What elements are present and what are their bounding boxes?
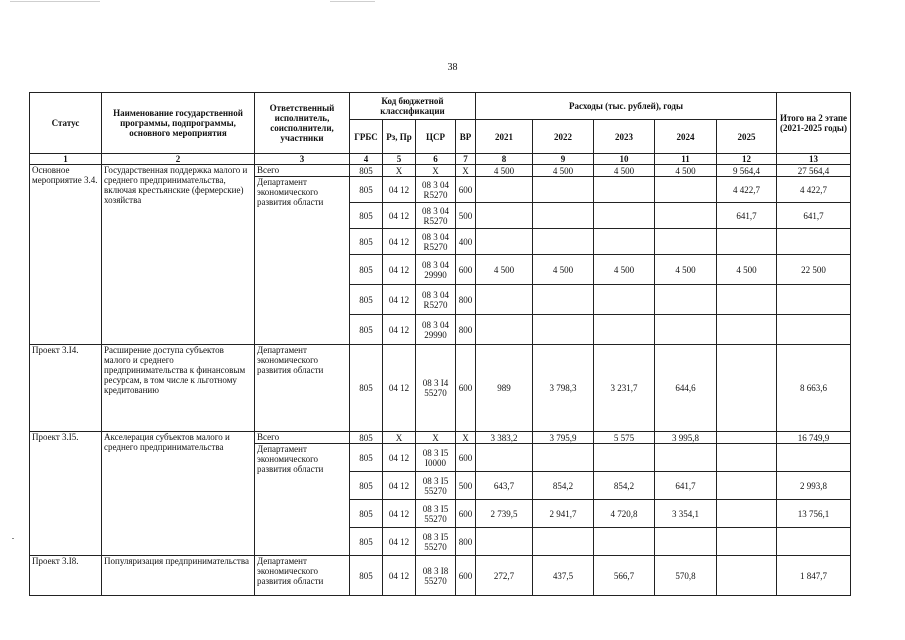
- executor-total-label: Всего: [255, 165, 350, 177]
- column-number: 7: [456, 154, 476, 165]
- scan-top-mark: [10, 1, 100, 2]
- value-2022: [533, 177, 594, 203]
- rzpr-cell: 04 12: [383, 203, 416, 229]
- value-total: [777, 285, 851, 315]
- value-total: [777, 528, 851, 556]
- vr-cell: X: [456, 432, 476, 444]
- grbs-cell: 805: [350, 556, 383, 596]
- rzpr-cell: 04 12: [383, 472, 416, 500]
- header-year-2022: 2022: [533, 120, 594, 154]
- value-2025: 641,7: [717, 203, 777, 229]
- vr-cell: 500: [456, 203, 476, 229]
- executor-total-label: Всего: [255, 432, 350, 444]
- csr-cell: 08 3 I5 I0000: [416, 444, 456, 472]
- grbs-cell: 805: [350, 177, 383, 203]
- value-2024: [655, 315, 717, 345]
- column-number: 2: [102, 154, 255, 165]
- header-grbs: ГРБС: [350, 120, 383, 154]
- vr-cell: 400: [456, 229, 476, 255]
- header-total: Итого на 2 этапе (2021-2025 годы): [777, 93, 851, 154]
- value-2023: [594, 315, 655, 345]
- value-2024: 644,6: [655, 345, 717, 432]
- value-2025: [717, 432, 777, 444]
- value-2025: [717, 315, 777, 345]
- value-total: [777, 315, 851, 345]
- header-year-2021: 2021: [476, 120, 533, 154]
- name-cell: Государственная поддержка малого и среднего предпринимательства, включая крестьянские (фермерские) хозяйства: [102, 165, 255, 345]
- value-2022: 854,2: [533, 472, 594, 500]
- value-2021: 4 500: [476, 165, 533, 177]
- value-total: 13 756,1: [777, 500, 851, 528]
- value-2024: 3 354,1: [655, 500, 717, 528]
- csr-cell: 08 3 I5 55270: [416, 500, 456, 528]
- value-2021: [476, 285, 533, 315]
- value-2024: 570,8: [655, 556, 717, 596]
- value-2022: 3 798,3: [533, 345, 594, 432]
- column-number: 11: [655, 154, 717, 165]
- csr-cell: 08 3 04 R5270: [416, 285, 456, 315]
- value-2021: [476, 229, 533, 255]
- value-2022: 3 795,9: [533, 432, 594, 444]
- value-2024: 4 500: [655, 255, 717, 285]
- value-2021: [476, 177, 533, 203]
- value-2022: [533, 229, 594, 255]
- name-cell: Акселерация субъектов малого и среднего предпринимательства: [102, 432, 255, 556]
- value-total: [777, 444, 851, 472]
- value-2024: [655, 229, 717, 255]
- value-2024: [655, 177, 717, 203]
- vr-cell: 600: [456, 345, 476, 432]
- column-number: 13: [777, 154, 851, 165]
- value-2021: [476, 203, 533, 229]
- value-2025: [717, 500, 777, 528]
- vr-cell: 500: [456, 472, 476, 500]
- rzpr-cell: 04 12: [383, 528, 416, 556]
- header-name: Наименование государственной программы, подпрограммы, основного мероприятия: [102, 93, 255, 154]
- grbs-cell: 805: [350, 285, 383, 315]
- value-total: 4 422,7: [777, 177, 851, 203]
- grbs-cell: 805: [350, 315, 383, 345]
- value-2023: [594, 203, 655, 229]
- rzpr-cell: 04 12: [383, 285, 416, 315]
- table-row: [30, 165, 851, 177]
- csr-cell: 08 3 04 R5270: [416, 229, 456, 255]
- value-2024: [655, 285, 717, 315]
- value-2025: [717, 472, 777, 500]
- grbs-cell: 805: [350, 203, 383, 229]
- grbs-cell: 805: [350, 528, 383, 556]
- table-row: [30, 345, 851, 432]
- value-2022: [533, 528, 594, 556]
- vr-cell: 600: [456, 444, 476, 472]
- value-2022: 4 500: [533, 165, 594, 177]
- csr-cell: 08 3 I8 55270: [416, 556, 456, 596]
- rzpr-cell: 04 12: [383, 444, 416, 472]
- rzpr-cell: 04 12: [383, 315, 416, 345]
- value-2022: 4 500: [533, 255, 594, 285]
- value-2022: [533, 444, 594, 472]
- value-total: [777, 229, 851, 255]
- scan-dot-mark: [12, 538, 14, 539]
- column-number: 5: [383, 154, 416, 165]
- column-number: 10: [594, 154, 655, 165]
- status-cell: Основное мероприятие 3.4.: [30, 165, 102, 345]
- value-2021: 2 739,5: [476, 500, 533, 528]
- value-2021: [476, 444, 533, 472]
- vr-cell: 600: [456, 177, 476, 203]
- value-2021: [476, 315, 533, 345]
- value-total: 22 500: [777, 255, 851, 285]
- value-2024: [655, 203, 717, 229]
- value-2022: [533, 315, 594, 345]
- value-2025: [717, 444, 777, 472]
- value-2023: [594, 444, 655, 472]
- executor-cell: Департамент экономического развития области: [255, 556, 350, 596]
- csr-cell: 08 3 04 R5270: [416, 203, 456, 229]
- value-total: 1 847,7: [777, 556, 851, 596]
- header-executor: Ответственный исполнитель, соисполнители, участники: [255, 93, 350, 154]
- value-2021: 989: [476, 345, 533, 432]
- value-2025: 9 564,4: [717, 165, 777, 177]
- rzpr-cell: 04 12: [383, 556, 416, 596]
- csr-cell: 08 3 04 R5270: [416, 177, 456, 203]
- rzpr-cell: 04 12: [383, 255, 416, 285]
- value-2025: [717, 285, 777, 315]
- value-2023: [594, 177, 655, 203]
- value-2024: 4 500: [655, 165, 717, 177]
- csr-cell: 08 3 04 29990: [416, 315, 456, 345]
- column-number: 6: [416, 154, 456, 165]
- value-2023: 4 500: [594, 255, 655, 285]
- header-year-2025: 2025: [717, 120, 777, 154]
- value-2023: [594, 285, 655, 315]
- grbs-cell: 805: [350, 229, 383, 255]
- value-2022: [533, 203, 594, 229]
- csr-cell: X: [416, 165, 456, 177]
- vr-cell: 800: [456, 315, 476, 345]
- value-2023: [594, 229, 655, 255]
- value-2024: 641,7: [655, 472, 717, 500]
- header-status: Статус: [30, 93, 102, 154]
- value-total: 2 993,8: [777, 472, 851, 500]
- value-2023: 854,2: [594, 472, 655, 500]
- rzpr-cell: 04 12: [383, 177, 416, 203]
- value-2023: 4 500: [594, 165, 655, 177]
- status-cell: Проект 3.I5.: [30, 432, 102, 556]
- column-number: 12: [717, 154, 777, 165]
- rzpr-cell: X: [383, 432, 416, 444]
- value-2025: [717, 528, 777, 556]
- table-row: [30, 432, 851, 444]
- column-number-row: [30, 154, 851, 165]
- budget-table: [29, 92, 851, 596]
- value-2025: [717, 345, 777, 432]
- csr-cell: 08 3 I5 55270: [416, 528, 456, 556]
- csr-cell: 08 3 I5 55270: [416, 472, 456, 500]
- header-rzpr: Рз, Пр: [383, 120, 416, 154]
- value-2021: 3 383,2: [476, 432, 533, 444]
- vr-cell: X: [456, 165, 476, 177]
- value-2024: 3 995,8: [655, 432, 717, 444]
- header-year-2023: 2023: [594, 120, 655, 154]
- grbs-cell: 805: [350, 432, 383, 444]
- value-2021: 272,7: [476, 556, 533, 596]
- scan-top-mark-2: [330, 1, 375, 2]
- value-2023: 566,7: [594, 556, 655, 596]
- value-total: 27 564,4: [777, 165, 851, 177]
- value-2021: [476, 528, 533, 556]
- page-number: 38: [447, 62, 458, 73]
- status-cell: Проект 3.I8.: [30, 556, 102, 596]
- column-number: 1: [30, 154, 102, 165]
- value-2023: 4 720,8: [594, 500, 655, 528]
- table-row: [30, 556, 851, 596]
- value-2022: [533, 285, 594, 315]
- grbs-cell: 805: [350, 345, 383, 432]
- value-2025: [717, 556, 777, 596]
- vr-cell: 800: [456, 528, 476, 556]
- value-2025: [717, 229, 777, 255]
- grbs-cell: 805: [350, 500, 383, 528]
- vr-cell: 800: [456, 285, 476, 315]
- value-2025: 4 500: [717, 255, 777, 285]
- value-total: 16 749,9: [777, 432, 851, 444]
- column-number: 3: [255, 154, 350, 165]
- header-budget-code: Код бюджетной классификации: [350, 93, 476, 120]
- value-total: 641,7: [777, 203, 851, 229]
- value-2021: 4 500: [476, 255, 533, 285]
- rzpr-cell: 04 12: [383, 345, 416, 432]
- executor-cell: Департамент экономического развития области: [255, 345, 350, 432]
- value-2023: 3 231,7: [594, 345, 655, 432]
- rzpr-cell: 04 12: [383, 229, 416, 255]
- name-cell: Популяризация предпринимательства: [102, 556, 255, 596]
- rzpr-cell: X: [383, 165, 416, 177]
- value-2022: 437,5: [533, 556, 594, 596]
- csr-cell: X: [416, 432, 456, 444]
- column-number: 4: [350, 154, 383, 165]
- vr-cell: 600: [456, 556, 476, 596]
- value-2022: 2 941,7: [533, 500, 594, 528]
- column-number: 8: [476, 154, 533, 165]
- header-vr: ВР: [456, 120, 476, 154]
- executor-cell: Департамент экономического развития области: [255, 444, 350, 556]
- value-total: 8 663,6: [777, 345, 851, 432]
- csr-cell: 08 3 I4 55270: [416, 345, 456, 432]
- header-csr: ЦСР: [416, 120, 456, 154]
- grbs-cell: 805: [350, 444, 383, 472]
- grbs-cell: 805: [350, 165, 383, 177]
- value-2024: [655, 444, 717, 472]
- executor-cell: Департамент экономического развития области: [255, 177, 350, 345]
- name-cell: Расширение доступа субъектов малого и среднего предпринимательства к финансовым ресурсам, в том числе к льготному кредитованию: [102, 345, 255, 432]
- value-2024: [655, 528, 717, 556]
- value-2023: [594, 528, 655, 556]
- column-number: 9: [533, 154, 594, 165]
- rzpr-cell: 04 12: [383, 500, 416, 528]
- vr-cell: 600: [456, 500, 476, 528]
- status-cell: Проект 3.I4.: [30, 345, 102, 432]
- value-2025: 4 422,7: [717, 177, 777, 203]
- csr-cell: 08 3 04 29990: [416, 255, 456, 285]
- vr-cell: 600: [456, 255, 476, 285]
- grbs-cell: 805: [350, 255, 383, 285]
- grbs-cell: 805: [350, 472, 383, 500]
- value-2021: 643,7: [476, 472, 533, 500]
- value-2023: 5 575: [594, 432, 655, 444]
- header-year-2024: 2024: [655, 120, 717, 154]
- header-expenses: Расходы (тыс. рублей), годы: [476, 93, 777, 120]
